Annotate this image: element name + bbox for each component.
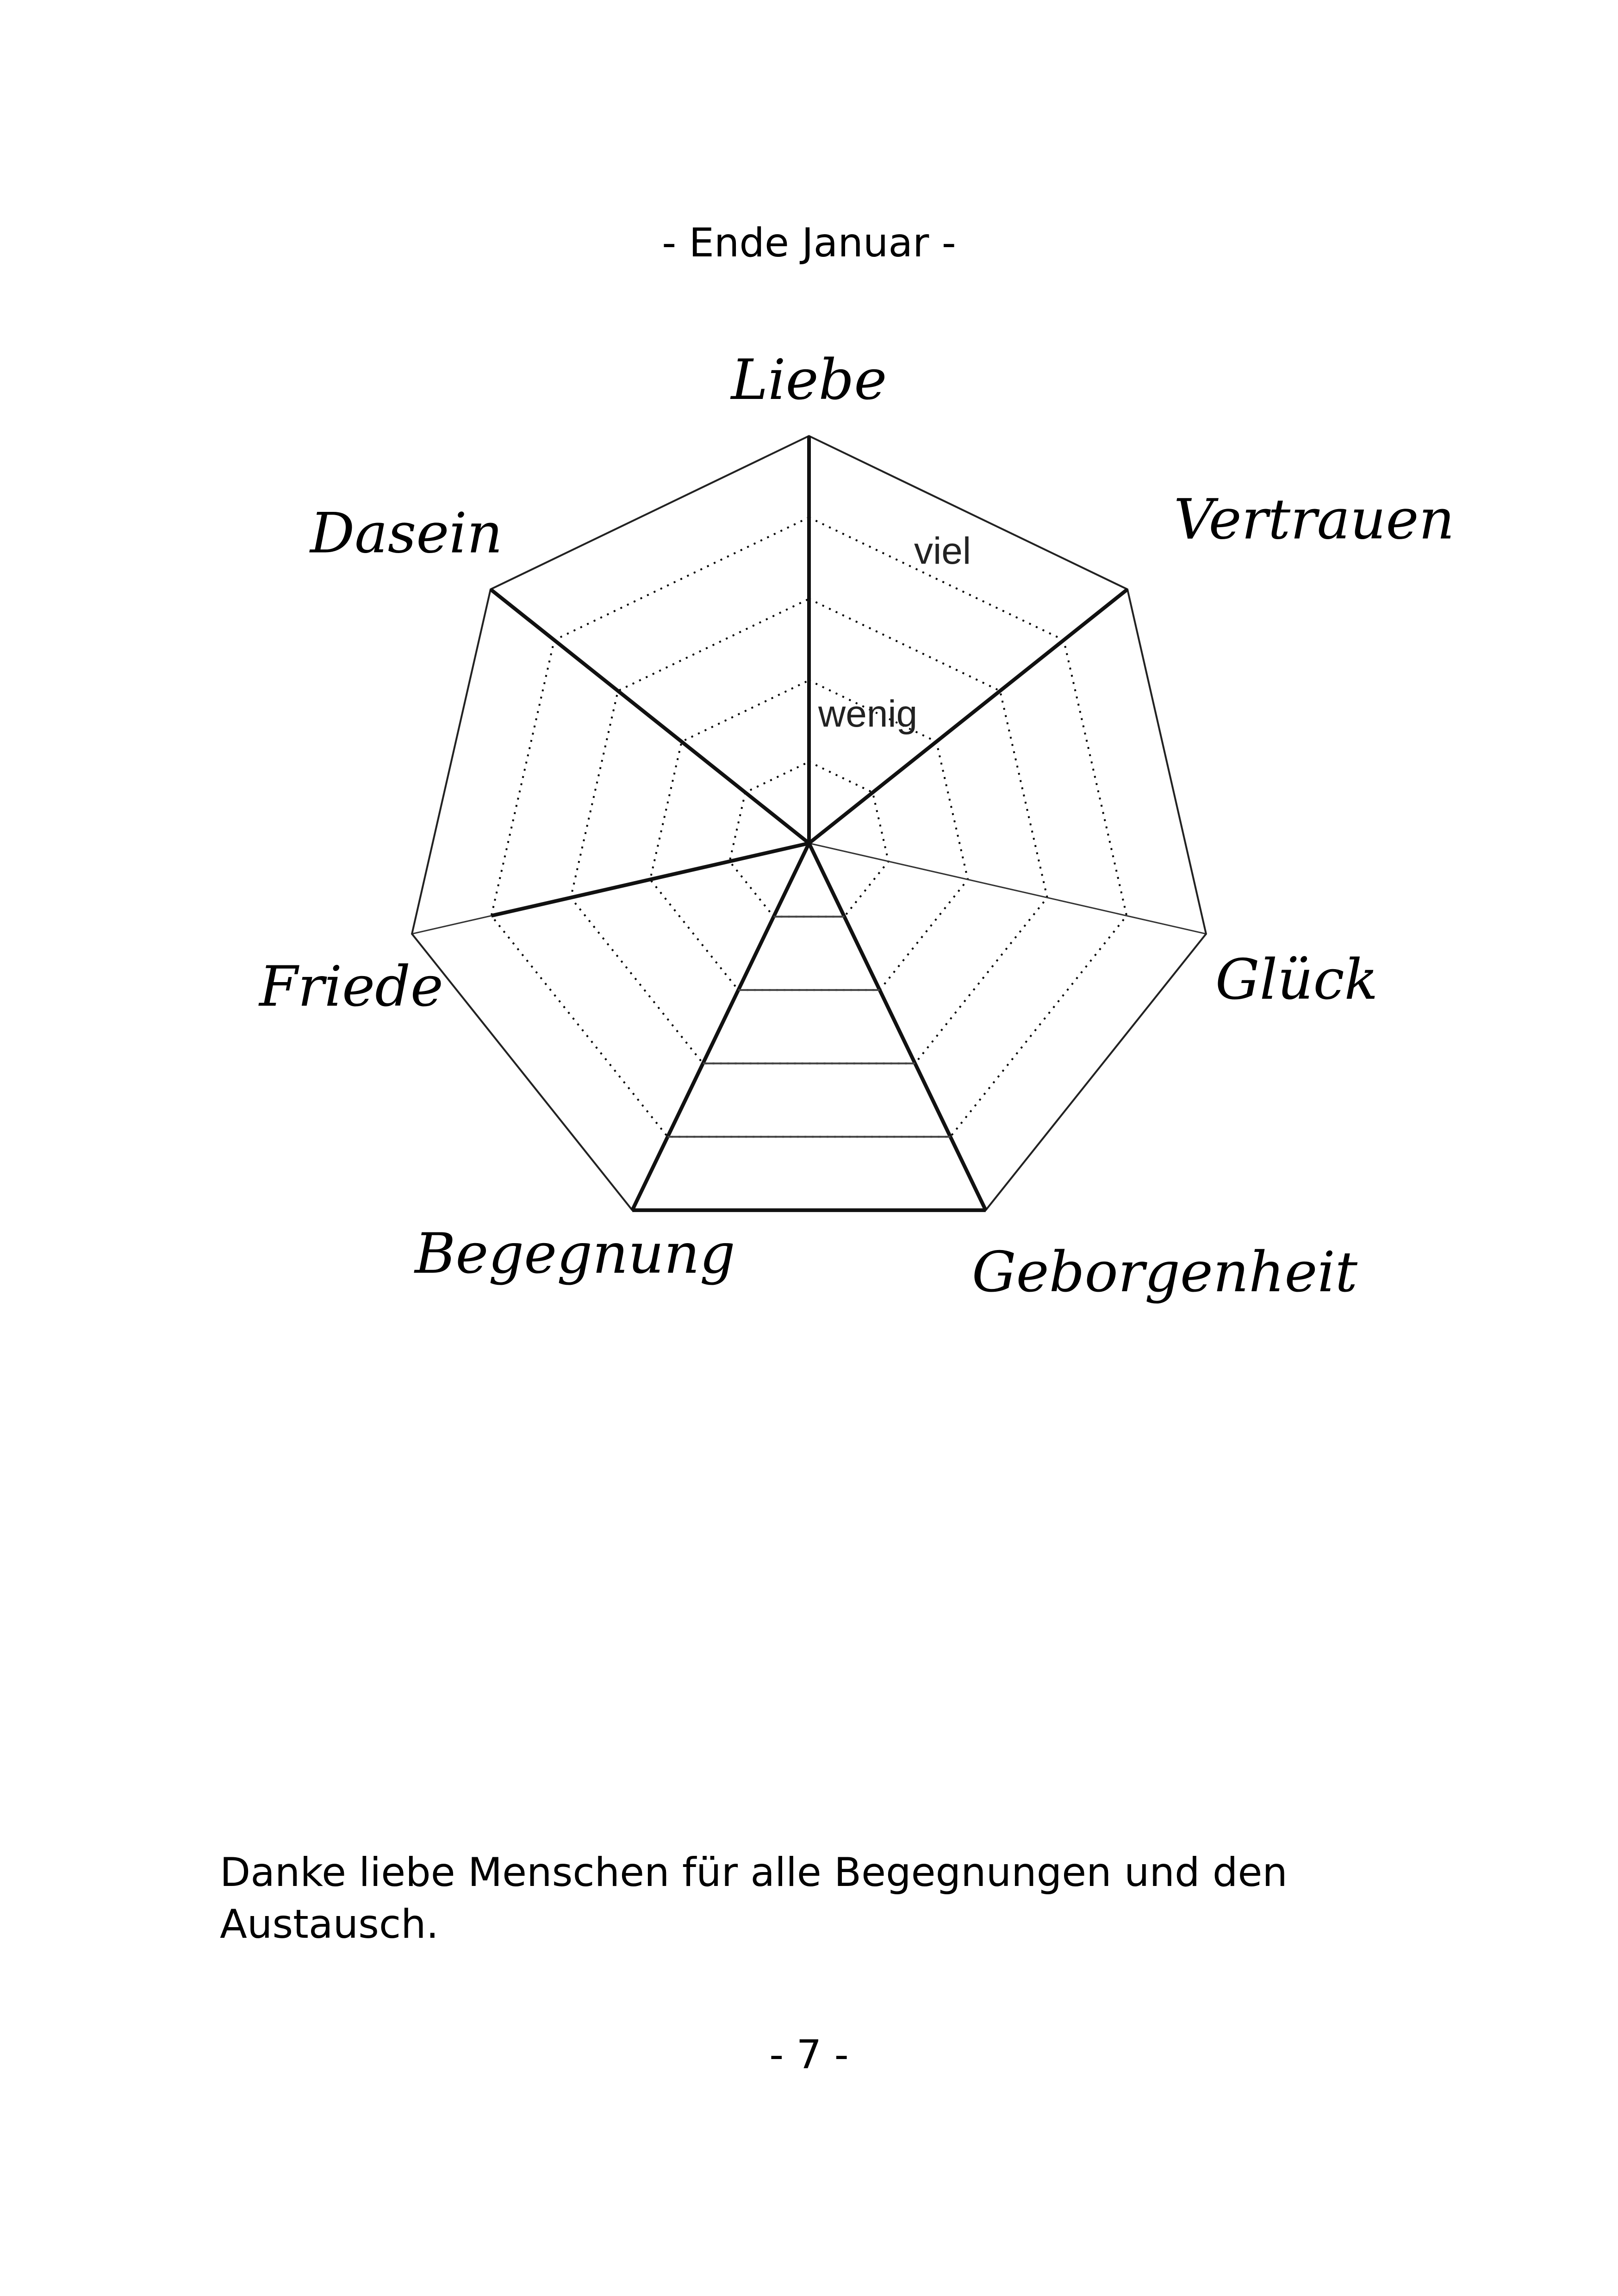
page-title: - Ende Januar - [662, 220, 956, 266]
axis-label-friede: Friede [259, 954, 443, 1019]
axis-label-liebe: Liebe [731, 348, 887, 412]
axis-line-3 [809, 843, 1206, 934]
radar-web [491, 436, 1127, 1210]
scale-label-viel: viel [914, 530, 971, 572]
axis-label-dasein: Dasein [310, 501, 503, 566]
web-line-6 [492, 843, 809, 916]
body-text: Danke liebe Menschen für alle Begegnungen und den Austausch. [220, 1849, 1288, 1948]
web-line-7 [491, 589, 809, 843]
radar-labels [258, 348, 1455, 1305]
axis-label-begegnung: Begegnung [415, 1221, 735, 1286]
axis-label-geborgenheit: Geborgenheit [971, 1240, 1358, 1305]
axis-label-glück: Glück [1215, 947, 1378, 1012]
scale-label-wenig: wenig [818, 693, 918, 735]
axis-label-vertrauen: Vertrauen [1174, 487, 1455, 552]
web-line-4 [809, 843, 986, 1210]
page-number: - 7 - [769, 2032, 849, 2078]
web-line-5 [632, 843, 809, 1210]
